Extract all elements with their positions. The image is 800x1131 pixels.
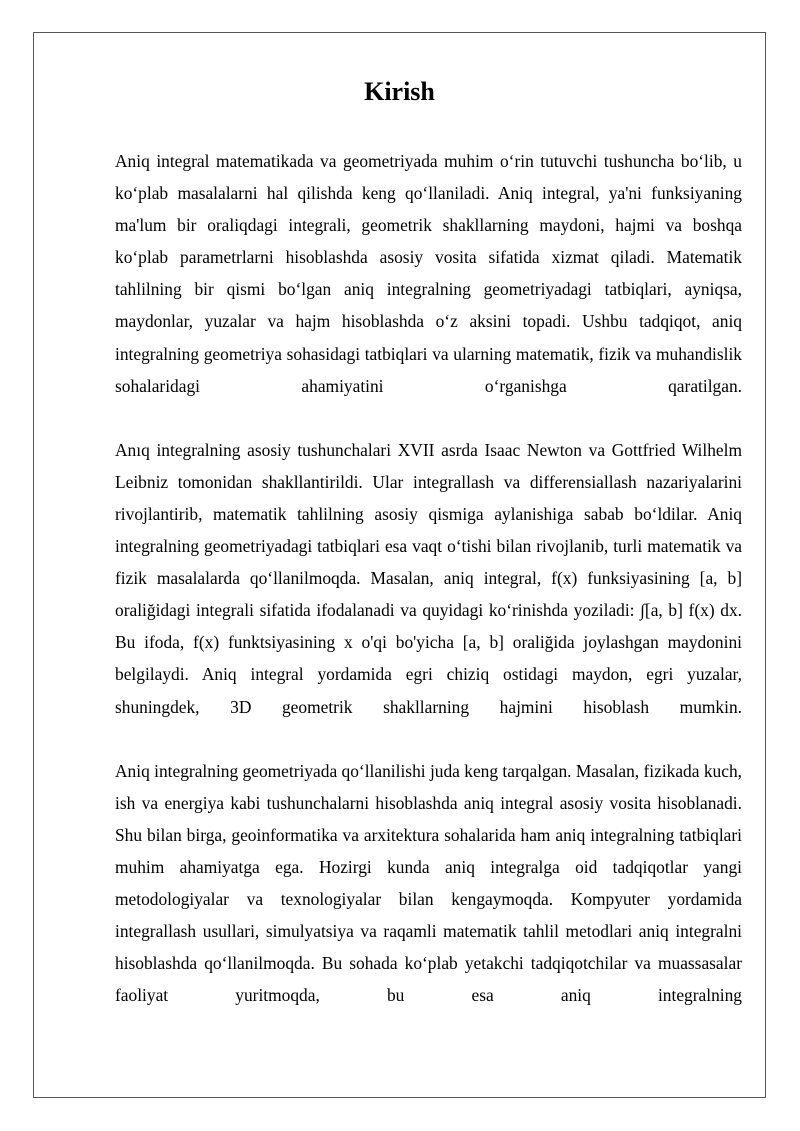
body-text bbox=[115, 145, 742, 1011]
paragraph-2: Anıq integralning asosiy tushunchalari XVII asrda Isaac Newton va Gottfried Wilhelm Leibniz tomonidan shakllantirildi. Ular integrallash va differensiallash nazariyalarini rivojlantirib, matematik tahlilning asosiy qismiga aylanishiga sabab bo‘ldilar. Aniq integralning geometriyadagi tatbiqlari esa vaqt o‘tishi bilan rivojlanib, turli matematik va fizik masalalarda qo‘llanilmoqda. Masalan, aniq integral, f(x) funksiyasining [a, b] oraliğidagi integrali sifatida ifodalanadi va quyidagi ko‘rinishda yoziladi: ∫[a, b] f(x) dx. Bu ifoda, f(x) funktsiyasining x o'qi bo'yicha [a, b] oraliğida joylashgan maydonini belgilaydi. Aniq integral yordamida egri chiziq ostidagi maydon, egri yuzalar, shuningdek, 3D geometrik shakllarning hajmini hisoblash mumkin. bbox=[115, 439, 742, 717]
paragraph-1: Aniq integral matematikada va geometriyada muhim o‘rin tutuvchi tushuncha bo‘lib, u ko‘plab masalalarni hal qilishda keng qo‘llaniladi. Aniq integral, ya'ni funksiyaning ma'lum bir oraliqdagi integrali, geometrik shakllarning maydoni, hajmi va boshqa ko‘plab parametrlarni hisoblashda asosiy vosita sifatida xizmat qiladi. Matematik tahlilning bir qismi bo‘lgan aniq integralning geometriyadagi tatbiqlari, ayniqsa, maydonlar, yuzalar va hajm hisoblashda o‘z aksini topadi. Ushbu tadqiqot, aniq integralning geometriya sohasidagi tatbiqlari va ularning matematik, fizik va muhandislik sohalaridagi ahamiyatini o‘rganishga qaratilgan. bbox=[115, 151, 742, 396]
page-title: Kirish bbox=[364, 77, 435, 106]
paragraph-3: Aniq integralning geometriyada qo‘llanilishi juda keng tarqalgan. Masalan, fizikada kuch, ish va energiya kabi tushunchalarni hisoblashda aniq integral asosiy vosita hisoblanadi. Shu bilan birga, geoinformatika va arxitektura sohalarida ham aniq integralning tatbiqlari muhim ahamiyatga ega. Hozirgi kunda aniq integralga oid tadqiqotlar yangi metodologiyalar va texnologiyalar bilan kengaymoqda. Kompyuter yordamida integrallash usullari, simulyatsiya va raqamli matematik tahlil metodlari aniq integralni hisoblashda qo‘llanilmoqda. Bu sohada ko‘plab yetakchi tadqiqotchilar va muassasalar faoliyat yuritmoqda, bu esa aniq integralning bbox=[115, 760, 742, 1006]
